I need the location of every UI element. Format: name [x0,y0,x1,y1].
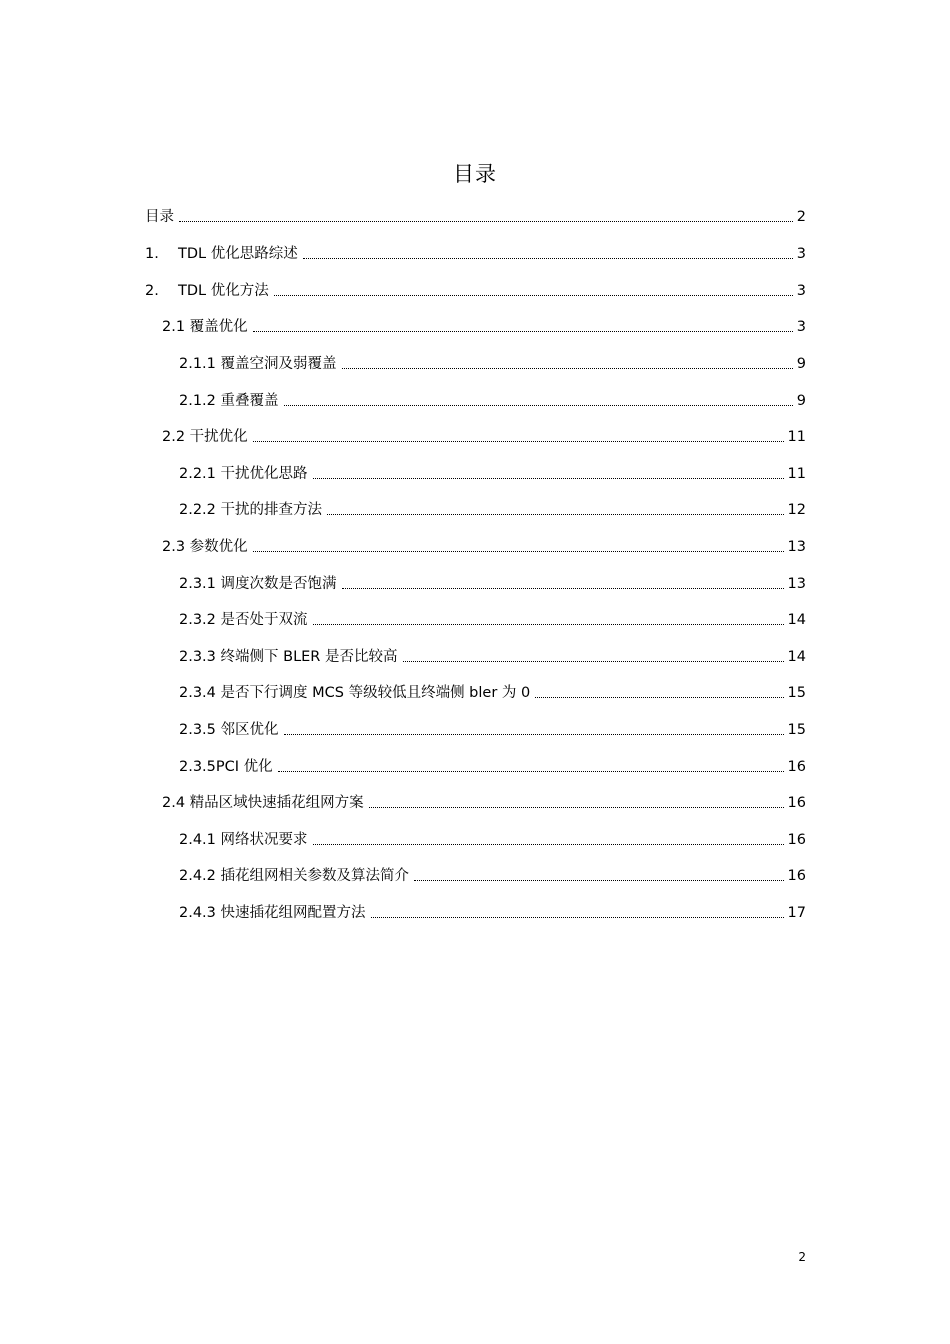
toc-page-number: 13 [787,539,806,555]
dot-leader [274,295,793,296]
toc-page-number: 3 [796,246,806,262]
dot-leader [284,405,793,406]
dot-leader [284,734,784,735]
toc-entry-number: 2.4.2 [179,868,216,884]
toc-entry-text: 覆盖优化 [189,319,248,335]
toc-entry-text: TDL 优化思路综述 [178,246,298,262]
toc-page-number: 3 [796,319,806,335]
toc-page-number: 17 [787,905,806,921]
toc-entry-text: TDL 优化方法 [178,283,269,299]
toc-entry-number: 2.3 [162,539,186,555]
toc-entry-2-2[interactable] [162,426,806,448]
dot-leader [253,551,784,552]
toc-entry-text: 是否处于双流 [220,612,308,628]
toc-page-number: 14 [787,649,806,665]
toc-entry-2-4-3[interactable] [179,902,806,924]
toc-entry-text: 网络状况要求 [220,832,308,848]
toc-page-number: 12 [787,502,806,518]
toc-entry-text: 重叠覆盖 [220,393,279,409]
toc-page-number: 16 [787,759,806,775]
toc-entry-2-3-5[interactable] [179,719,806,741]
toc-entry-number: 2.4.3 [179,905,216,921]
toc-page-number: 3 [796,283,806,299]
toc-entry-text: 2.3.5PCI 优化 [179,759,273,775]
toc-entry-2-4-1[interactable] [179,829,806,851]
toc-entry-2-1-1[interactable] [179,353,806,375]
toc-entry-number: 2.1 [162,319,186,335]
dot-leader [253,331,793,332]
dot-leader [313,844,784,845]
toc-page-number: 11 [787,429,806,445]
dot-leader [313,478,784,479]
toc-page-number: 11 [787,466,806,482]
toc-entry-contents[interactable] [145,206,806,228]
toc-page-number: 16 [787,868,806,884]
toc-entry-2-3[interactable] [162,536,806,558]
toc-page-number: 9 [796,393,806,409]
toc-entry-2-2-1[interactable] [179,463,806,485]
toc-page-number: 13 [787,576,806,592]
toc-page-number: 16 [787,795,806,811]
toc-entry-number: 1. [145,246,159,262]
toc-entry-text: 参数优化 [189,539,248,555]
toc-entry-text: 干扰优化思路 [220,466,308,482]
toc-heading: 目录 [453,162,497,186]
dot-leader [253,441,784,442]
toc-entry-number: 2.3.2 [179,612,216,628]
dot-leader [303,258,793,259]
toc-entry-text: 调度次数是否饱满 [220,576,337,592]
toc-entry-number: 2.3.4 [179,685,216,701]
toc-page-number: 2 [796,209,806,225]
dot-leader [371,917,784,918]
dot-leader [342,588,784,589]
toc-entry-text: 覆盖空洞及弱覆盖 [220,356,337,372]
dot-leader [327,514,784,515]
toc-entry-number: 2.1.1 [179,356,216,372]
toc-entry-number: 2.1.2 [179,393,216,409]
dot-leader [278,771,784,772]
dot-leader [313,624,784,625]
toc-entry-text: 精品区域快速插花组网方案 [189,795,364,811]
toc-entry-2-2-2[interactable] [179,499,806,521]
toc-page-number: 9 [796,356,806,372]
toc-page-number: 15 [787,685,806,701]
toc-entry-2[interactable] [145,280,806,302]
dot-leader [535,697,783,698]
toc-entry-2-4-2[interactable] [179,865,806,887]
toc-entry-text: 干扰的排查方法 [220,502,323,518]
toc-entry-2-4[interactable] [162,792,806,814]
footer-page-number: 2 [798,1250,806,1264]
dot-leader [179,221,793,222]
toc-entry-1[interactable] [145,243,806,265]
toc-entry-text: 快速插花组网配置方法 [220,905,366,921]
dot-leader [414,880,784,881]
toc-entry-2-3-5-pci[interactable] [179,756,806,778]
toc-page-number: 16 [787,832,806,848]
toc-page-number: 14 [787,612,806,628]
toc-entry-2-3-2[interactable] [179,609,806,631]
toc-entry-text: 邻区优化 [220,722,279,738]
toc-entry-text: 终端侧下 BLER 是否比较高 [220,649,398,665]
toc-entry-2-3-1[interactable] [179,573,806,595]
toc-entry-number: 2.3.1 [179,576,216,592]
toc-entry-number: 2.3.3 [179,649,216,665]
dot-leader [369,807,784,808]
toc-entry-text: 插花组网相关参数及算法简介 [220,868,410,884]
dot-leader [403,661,784,662]
dot-leader [342,368,793,369]
toc-entry-number: 2.4 [162,795,186,811]
toc-entry-2-1-2[interactable] [179,390,806,412]
toc-entry-number: 2.4.1 [179,832,216,848]
toc-entry-text: 目录 [145,209,174,225]
toc-entry-2-1[interactable] [162,316,806,338]
toc-entry-2-3-4[interactable] [179,682,806,704]
toc-entry-number: 2.2 [162,429,186,445]
toc-entry-text: 干扰优化 [189,429,248,445]
toc-entry-number: 2.2.1 [179,466,216,482]
toc-page-number: 15 [787,722,806,738]
toc-entry-number: 2. [145,283,159,299]
toc-entry-number: 2.2.2 [179,502,216,518]
toc-entry-text: 是否下行调度 MCS 等级较低且终端侧 bler 为 0 [220,685,531,701]
toc-entry-2-3-3[interactable] [179,646,806,668]
toc-entry-number: 2.3.5 [179,722,216,738]
